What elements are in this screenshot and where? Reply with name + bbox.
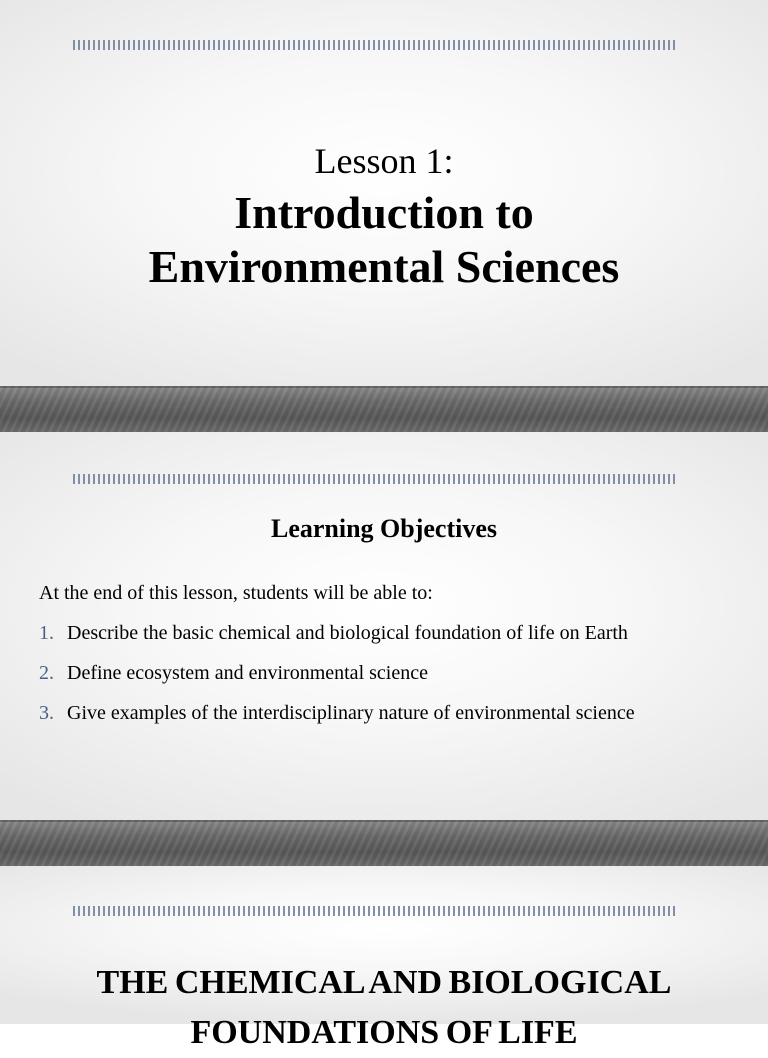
slide-foundations: [0, 866, 768, 1051]
lesson-title-line-1: Introduction to: [234, 187, 534, 238]
objectives-heading: Learning Objectives: [270, 514, 498, 543]
objective-text: Describe the basic chemical and biological foundation of life on Earth: [67, 622, 628, 644]
objective-text: Give examples of the interdisciplinary nature of environmental science: [67, 702, 635, 724]
slide-title: [0, 0, 768, 432]
objective-item: [39, 702, 635, 742]
lesson-label: Lesson 1:: [314, 141, 454, 181]
foundations-title-line-2: FOUNDATIONS OF LIFE: [190, 1014, 578, 1051]
slide-objectives: [0, 432, 768, 866]
decorative-stripe-bar: [73, 40, 677, 50]
decorative-stripe-bar: [73, 906, 677, 916]
lesson-title-line-2: Environmental Sciences: [148, 241, 620, 292]
lesson-title: [0, 186, 768, 294]
objective-number: 1.: [39, 622, 54, 644]
objective-number: 3.: [39, 702, 54, 724]
objectives-list: [39, 622, 635, 742]
decorative-stripe-bar: [73, 474, 677, 484]
objective-text: Define ecosystem and environmental science: [67, 662, 428, 684]
objective-item: [39, 622, 635, 662]
concrete-footer-band: [0, 386, 768, 432]
objectives-intro: At the end of this lesson, students will be able to:: [39, 582, 433, 604]
objective-number: 2.: [39, 662, 54, 684]
foundations-title-line-1: THE CHEMICAL AND BIOLOGICAL: [96, 964, 672, 1001]
objective-item: [39, 662, 635, 702]
concrete-footer-band: [0, 820, 768, 866]
foundations-title: [0, 958, 768, 1058]
